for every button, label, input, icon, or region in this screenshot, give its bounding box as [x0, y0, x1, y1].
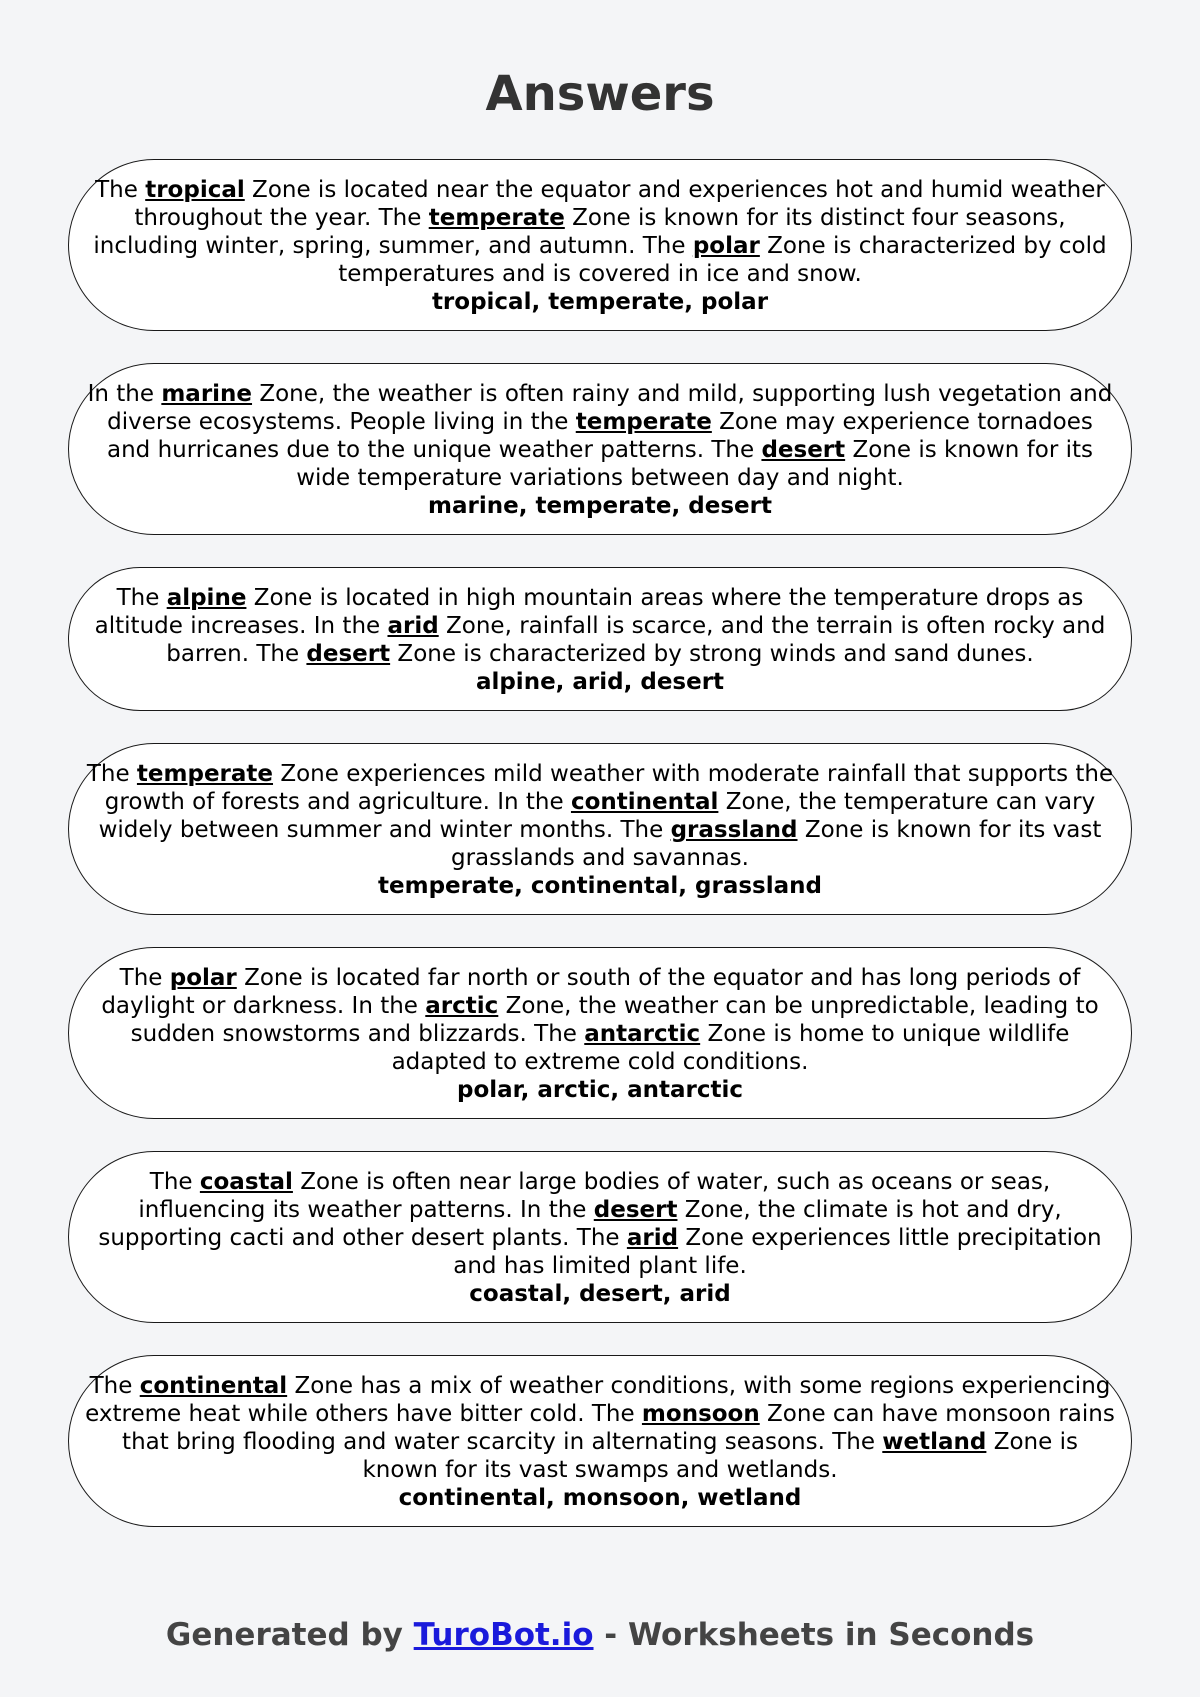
answer-word: wetland [882, 1429, 987, 1455]
answer-word: desert [306, 641, 391, 667]
answer-word: monsoon [641, 1401, 760, 1427]
answer-word: arid [626, 1225, 679, 1251]
answer-card [68, 567, 1132, 711]
footer-prefix: Generated by [165, 1617, 414, 1653]
answer-word: continental [139, 1373, 288, 1399]
sentence-text: Zone, rainfall is scarce, and the terrain is often rocky and barren. The [166, 613, 1106, 667]
card-sentence [85, 760, 1115, 872]
sentence-text: Zone is known for its vast swamps and wetlands. [362, 1429, 1078, 1483]
turobot-link[interactable]: TuroBot.io [413, 1617, 594, 1653]
answers-line: tropical, temperate, polar [431, 289, 769, 315]
footer-suffix: - Worksheets in Seconds [593, 1617, 1035, 1653]
sentence-text: In the [87, 381, 162, 407]
card-sentence [85, 584, 1115, 668]
answer-word: polar [169, 965, 237, 991]
card-sentence [85, 176, 1115, 288]
answer-word: arid [387, 613, 439, 639]
sentence-text: The [95, 177, 146, 203]
sentence-text: Zone is characterized by strong winds and sand dunes. [390, 641, 1034, 667]
sentence-text: Zone is known for its wide temperature variations between day and night. [296, 437, 1093, 491]
answers-line: coastal, desert, arid [469, 1281, 731, 1307]
answers-line: polar, arctic, antarctic [456, 1077, 744, 1103]
sentence-text: The [116, 585, 167, 611]
answers-line: marine, temperate, desert [428, 493, 772, 519]
answer-word: temperate [428, 205, 565, 231]
answer-word: desert [593, 1197, 678, 1223]
sentence-text: Zone is located near the equator and experiences hot and humid weather throughout the year. The [134, 177, 1105, 231]
answers-line: temperate, continental, grassland [378, 873, 822, 899]
answer-word: tropical [145, 177, 245, 203]
sentence-text: The [86, 761, 137, 787]
sentence-text: Zone is often near large bodies of water, such as oceans or seas, influencing its weather patterns. In the [138, 1169, 1051, 1223]
sentence-text: Zone is located far north or south of the equator and has long periods of daylight or darkness. In the [101, 965, 1081, 1019]
sentence-text: Zone may experience tornadoes and hurricanes due to the unique weather patterns. The [106, 409, 1093, 463]
answers-line: alpine, arid, desert [475, 669, 725, 695]
sentence-text: The [149, 1169, 200, 1195]
answer-word: arctic [425, 993, 499, 1019]
answers-line: continental, monsoon, wetland [398, 1485, 802, 1511]
card-sentence [85, 1168, 1115, 1280]
answer-word: temperate [575, 409, 712, 435]
card-sentence [85, 964, 1115, 1076]
answer-card [68, 1151, 1132, 1323]
sentence-text: Zone, the temperature can vary widely between summer and winter months. The [98, 789, 1096, 843]
answer-word: temperate [136, 761, 274, 787]
answer-word: marine [161, 381, 253, 407]
sentence-text: Zone can have monsoon rains that bring flooding and water scarcity in alternating seasons. The [122, 1401, 1115, 1455]
answer-card [68, 1355, 1132, 1527]
answer-word: continental [570, 789, 719, 815]
answer-word: polar [692, 233, 760, 259]
sentence-text: Zone, the climate is hot and dry, supporting cacti and other desert plants. The [98, 1197, 1062, 1251]
sentence-text: Zone is located in high mountain areas where the temperature drops as altitude increases. In the [94, 585, 1084, 639]
card-sentence [85, 380, 1115, 492]
page-title: Answers [485, 66, 715, 122]
sentence-text: Zone is known for its distinct four seasons, including winter, spring, summer, and autumn. The [93, 205, 1066, 259]
answer-card [68, 947, 1132, 1119]
answer-card [68, 743, 1132, 915]
sentence-text: Zone experiences mild weather with moderate rainfall that supports the growth of forests and agriculture. In the [104, 761, 1114, 815]
footer [0, 1617, 1200, 1654]
sentence-text: Zone is known for its vast grasslands and savannas. [451, 817, 1102, 871]
answer-word: coastal [199, 1169, 293, 1195]
sentence-text: The [119, 965, 170, 991]
sentence-text: Zone, the weather is often rainy and mild, supporting lush vegetation and diverse ecosystems. People living in the [107, 381, 1113, 435]
answer-word: antarctic [584, 1021, 701, 1047]
sentence-text: Zone is characterized by cold temperatures and is covered in ice and snow. [338, 233, 1107, 287]
answer-cards [68, 159, 1132, 1559]
answer-card [68, 159, 1132, 331]
answer-card [68, 363, 1132, 535]
sentence-text: Zone, the weather can be unpredictable, leading to sudden snowstorms and blizzards. The [130, 993, 1099, 1047]
sentence-text: Zone has a mix of weather conditions, with some regions experiencing extreme heat while others have bitter cold. The [85, 1373, 1111, 1427]
sentence-text: Zone experiences little precipitation and has limited plant life. [453, 1225, 1102, 1279]
answer-word: alpine [166, 585, 247, 611]
answer-word: grassland [670, 817, 798, 843]
answer-word: desert [761, 437, 846, 463]
sentence-text: Zone is home to unique wildlife adapted to extreme cold conditions. [391, 1021, 1070, 1075]
sentence-text: The [89, 1373, 140, 1399]
card-sentence [85, 1372, 1115, 1484]
